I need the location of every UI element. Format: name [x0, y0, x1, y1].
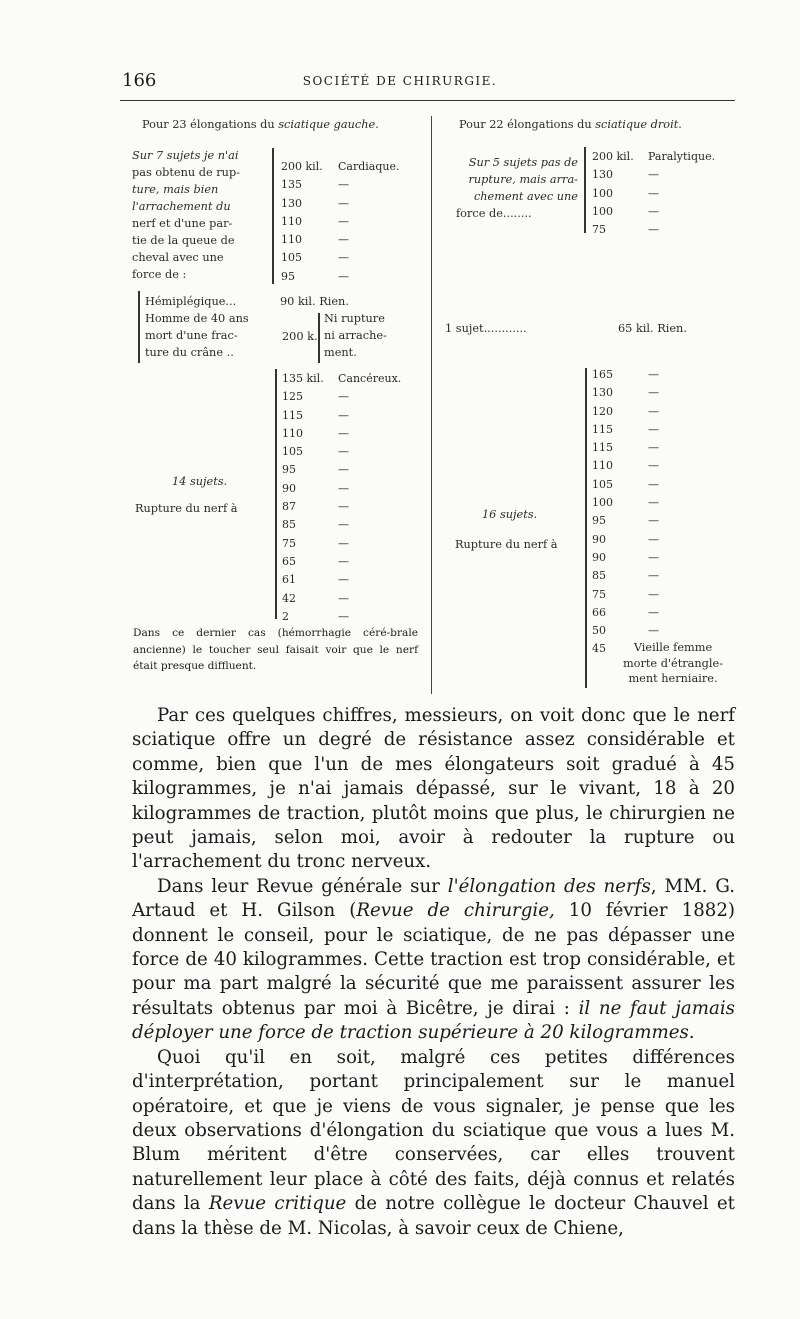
result: — — [338, 573, 349, 587]
result: Cardiaque. — [338, 160, 400, 173]
result: — — [338, 214, 349, 228]
result: — — [648, 404, 659, 418]
value: 115 — [592, 441, 613, 455]
value: 110 — [281, 214, 302, 228]
value: 45 — [592, 642, 606, 656]
result: Paralytique. — [648, 150, 716, 163]
desc-line: Sur 7 sujets je n'ai — [132, 149, 239, 162]
right-group3-desc: Rupture du nerf à — [455, 538, 558, 551]
desc-line: l'arrachement du — [132, 200, 231, 213]
left-group4-count: 14 sujets. — [172, 475, 228, 488]
desc-line: force de : — [132, 268, 187, 281]
result: — — [648, 168, 659, 182]
right-group2-label: 1 sujet............ — [445, 322, 527, 335]
value: 2 — [282, 609, 289, 623]
result: — — [648, 459, 659, 473]
result: — — [338, 500, 349, 514]
value: 115 — [592, 422, 613, 436]
value: 135 — [281, 178, 302, 192]
brace — [584, 147, 586, 233]
left-group4-values — [282, 370, 324, 626]
running-title: SOCIÉTÉ DE CHIRURGIE. — [302, 74, 498, 88]
result: — — [648, 569, 659, 583]
value: 120 — [592, 404, 613, 418]
brace — [585, 368, 587, 688]
value: 85 — [282, 518, 296, 532]
paragraph: Quoi qu'il en soit, malgré ces petites différences d'interprétation, portant principalement sur le manuel opératoire, et que je viens de vous signaler, je pense que les deux observations d'élongation du sciatique que vous a lues M. Blum méritent d'être conservées, car elles trouvent naturellement leur place à côté des faits, déjà connus et relatés dans la Revue critique de notre collègue le docteur Chauvel et dans la thèse de M. Nicolas, à savoir ceux de Chiene, — [132, 1046, 735, 1239]
brace — [275, 369, 277, 619]
value: 75 — [592, 223, 606, 237]
desc-line: tie de la queue de — [132, 234, 235, 247]
note-line: morte d'étrangle- — [622, 656, 724, 670]
value: 105 — [281, 251, 302, 265]
result: — — [648, 587, 659, 601]
result: — — [648, 223, 659, 237]
value: 65 kil. — [618, 322, 654, 335]
left-group4-desc: Rupture du nerf à — [135, 502, 238, 515]
result: — — [338, 251, 349, 265]
right-group3-count: 16 sujets. — [482, 508, 538, 521]
desc-line: force de........ — [456, 207, 532, 220]
right-last-note — [618, 640, 728, 687]
value: 105 — [592, 477, 613, 491]
left-group4-results — [338, 370, 401, 626]
result: — — [338, 591, 349, 605]
value: 100 — [592, 186, 613, 200]
result: — — [338, 481, 349, 495]
value: 65 — [282, 554, 296, 568]
left-group1-results — [338, 158, 399, 286]
desc-line: ture du crâne .. — [145, 346, 234, 359]
value: 125 — [282, 390, 303, 404]
left-group3-value: 200 k. — [282, 330, 318, 343]
left-heading-italic: sciatique gauche. — [278, 118, 379, 131]
right-group2-value — [618, 320, 687, 337]
value: 95 — [281, 269, 295, 283]
result: — — [338, 536, 349, 550]
value: 110 — [592, 459, 613, 473]
desc-line: rupture, mais arra- — [468, 173, 578, 186]
page-number: 166 — [122, 70, 157, 91]
value: 66 — [592, 605, 606, 619]
desc-line: ture, mais bien — [132, 183, 219, 196]
result: Cancéreux. — [338, 372, 402, 385]
value: 85 — [592, 569, 606, 583]
right-heading-italic: sciatique droit. — [595, 118, 682, 131]
result: — — [338, 408, 349, 422]
value: 90 — [282, 481, 296, 495]
result: — — [648, 368, 659, 381]
result: — — [338, 554, 349, 568]
result: — — [648, 550, 659, 564]
value: 75 — [282, 536, 296, 550]
value: 135 kil. — [282, 372, 324, 385]
value: 90 — [592, 550, 606, 564]
result: — — [338, 518, 349, 532]
header-rule — [120, 100, 735, 101]
left-group2-value — [280, 293, 349, 310]
left-group3-desc — [145, 310, 249, 361]
result: — — [338, 196, 349, 210]
result: — — [648, 477, 659, 491]
right-group1-values — [592, 148, 634, 239]
value: 95 — [592, 514, 606, 528]
note-line: ment herniaire. — [628, 672, 718, 685]
value: 115 — [282, 408, 303, 422]
note-line: Vieille femme — [633, 641, 713, 654]
result: — — [648, 422, 659, 436]
value: 75 — [592, 587, 606, 601]
result: — — [648, 186, 659, 200]
result: — — [648, 204, 659, 218]
value: 110 — [282, 426, 303, 440]
result: Rien. — [319, 295, 349, 308]
result-line: ni arrache- — [324, 329, 387, 342]
right-group1-results — [648, 148, 715, 239]
value: 105 — [282, 445, 303, 459]
paragraph: Dans leur Revue générale sur l'élongation des nerfs, MM. G. Artaud et H. Gilson (Revue de chirurgie, 10 février 1882) donnent le conseil, pour le sciatique, de ne pas dépasser une force de 40 kilogrammes. Cette traction est trop considérable, et pour ma part malgré la sécurité que me paraissent assurer les résultats obtenus par moi à Bicêtre, je dirai : il ne faut jamais déployer une force de traction supérieure à 20 kilogrammes. — [132, 875, 736, 1044]
brace — [138, 291, 140, 363]
value: 110 — [281, 233, 302, 247]
value: 90 — [592, 532, 606, 546]
result: — — [338, 390, 349, 404]
desc-line: mort d'une frac- — [145, 329, 238, 342]
desc-line: Sur 5 sujets pas de — [468, 156, 578, 169]
left-group1-desc — [132, 147, 240, 283]
value: 130 — [592, 386, 613, 400]
left-group1-values — [281, 158, 323, 286]
left-group2-label: Hémiplégique... — [145, 295, 237, 308]
result: — — [338, 609, 349, 623]
result: — — [338, 426, 349, 440]
result: — — [648, 441, 659, 455]
right-heading — [459, 116, 682, 133]
value: 95 — [282, 463, 296, 477]
right-heading-prefix: Pour 22 élongations du — [459, 118, 592, 131]
result-line: Ni rupture — [324, 312, 385, 325]
result: — — [338, 445, 349, 459]
result: — — [648, 514, 659, 528]
value: 61 — [282, 573, 296, 587]
value: 130 — [281, 196, 302, 210]
value: 87 — [282, 500, 296, 514]
desc-line: chement avec une — [473, 190, 578, 203]
right-group1-desc — [440, 154, 578, 222]
desc-line: Homme de 40 ans — [145, 312, 249, 325]
value: 90 kil. — [280, 295, 316, 308]
result: — — [338, 269, 349, 283]
desc-line: nerf et d'une par- — [132, 217, 233, 230]
result: — — [648, 496, 659, 510]
right-group3-values — [592, 366, 613, 659]
value: 100 — [592, 496, 613, 510]
value: 42 — [282, 591, 296, 605]
body-text — [132, 704, 735, 1241]
desc-line: pas obtenu de rup- — [132, 166, 240, 179]
result: Rien. — [657, 322, 687, 335]
right-group3-results — [648, 366, 659, 640]
left-footnote: Dans ce dernier cas (hémorrhagie céré-brale ancienne) le toucher seul faisait voir que le nerf était presque diffluent. — [133, 627, 418, 672]
value: 50 — [592, 624, 606, 638]
left-heading — [142, 116, 379, 133]
left-heading-prefix: Pour 23 élongations du — [142, 118, 275, 131]
paragraph: Par ces quelques chiffres, messieurs, on voit donc que le nerf sciatique offre un degré de résistance assez considérable et comme, bien que l'un de mes élongateurs soit gradué à 45 kilogrammes, je n'ai jamais dépassé, sur le vivant, 18 à 20 kilogrammes de traction, plutôt moins que plus, le chirurgien ne peut jamais, selon moi, avoir à redouter la rupture ou l'arrachement du tronc nerveux. — [132, 705, 735, 873]
result: — — [338, 463, 349, 477]
result-line: ment. — [324, 346, 357, 359]
value: 200 kil. — [592, 150, 634, 163]
result: — — [648, 386, 659, 400]
desc-line: cheval avec une — [132, 251, 224, 264]
value: 100 — [592, 204, 613, 218]
result: — — [648, 624, 659, 638]
left-group3-result — [324, 310, 387, 361]
brace — [272, 148, 274, 284]
result: — — [338, 178, 349, 192]
value: 130 — [592, 168, 613, 182]
value: 200 kil. — [281, 160, 323, 173]
result: — — [338, 233, 349, 247]
brace — [318, 313, 320, 363]
result: — — [648, 605, 659, 619]
result: — — [648, 532, 659, 546]
column-divider — [431, 116, 432, 694]
value: 165 — [592, 368, 613, 381]
